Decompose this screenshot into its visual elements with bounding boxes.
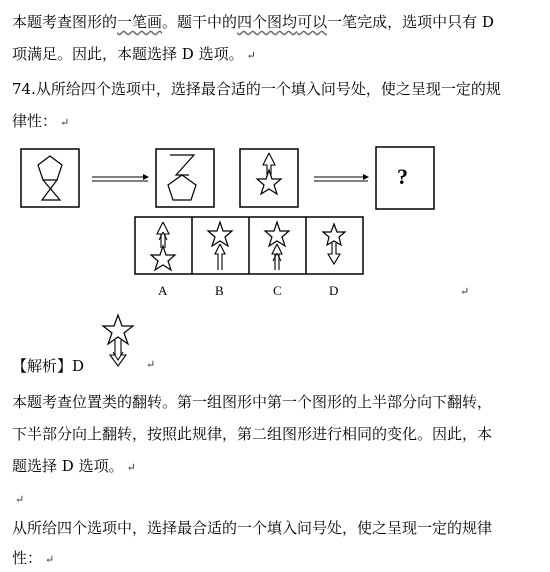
analysis-tag-line: [12, 356, 84, 376]
analysis-text: 题选择 D 选项。: [12, 457, 124, 475]
return-mark: ↵: [246, 49, 256, 62]
intro-text-underlined: 四个图均: [237, 13, 298, 31]
option-label-c: C: [273, 283, 282, 298]
question-mark: ?: [397, 164, 408, 189]
analysis-text: 下半部分向上翻转，按照此规律，第二组图形进行相同的变化。因此，本: [12, 425, 493, 443]
next-question-text: 性：: [12, 549, 43, 567]
option-label-a: A: [158, 283, 168, 298]
return-mark: ↵: [15, 493, 25, 506]
blank-line: [12, 488, 24, 510]
next-line-1: [12, 518, 492, 538]
return-mark: ↵: [460, 285, 470, 298]
return-mark: ↵: [45, 553, 55, 566]
figure-box-1: [21, 149, 79, 207]
next-line-2: [12, 548, 54, 570]
next-question-text: 从所给四个选项中，选择最合适的一个填入问号处，使之呈现一定的规律: [12, 519, 493, 537]
figure-box-3: [240, 149, 298, 207]
arrow-2: [314, 177, 368, 181]
intro-text: 本题考查图形的: [12, 13, 118, 31]
analysis-line-2: [12, 424, 492, 444]
intro-text-underlined: 可以: [297, 13, 328, 31]
analysis-line-1: [12, 392, 492, 412]
option-label-d: D: [329, 283, 339, 298]
analysis-text: 本题考查位置类的翻转。第一组图形中第一个图形的上半部分向下翻转，: [12, 393, 493, 411]
option-d-figure: [323, 224, 345, 264]
intro-text: 。题干中的: [162, 13, 238, 31]
question-text: 律性：: [12, 112, 58, 130]
option-b-figure: [208, 222, 232, 270]
return-mark: ↵: [126, 461, 136, 474]
options-row: [135, 217, 363, 274]
analysis-tag: 【解析】D: [12, 357, 85, 375]
answer-figure: [103, 315, 133, 366]
option-label-b: B: [215, 283, 224, 298]
option-c-figure: [265, 222, 289, 270]
intro-text: 一笔完成，选项中只有 D: [327, 13, 494, 31]
intro-text: 项满足。因此，本题选择 D 选项。: [12, 45, 244, 63]
question-text: 74.从所给四个选项中，选择最合适的一个填入问号处，使之呈现一定的规: [12, 80, 501, 98]
figure-box-2: [156, 149, 214, 207]
option-a-figure: [151, 222, 175, 270]
analysis-line-3: [12, 456, 136, 478]
arrow-1: [92, 177, 148, 181]
return-mark: ↵: [146, 358, 156, 371]
intro-text-underlined: 一笔画: [117, 13, 163, 31]
return-mark: ↵: [60, 116, 70, 129]
